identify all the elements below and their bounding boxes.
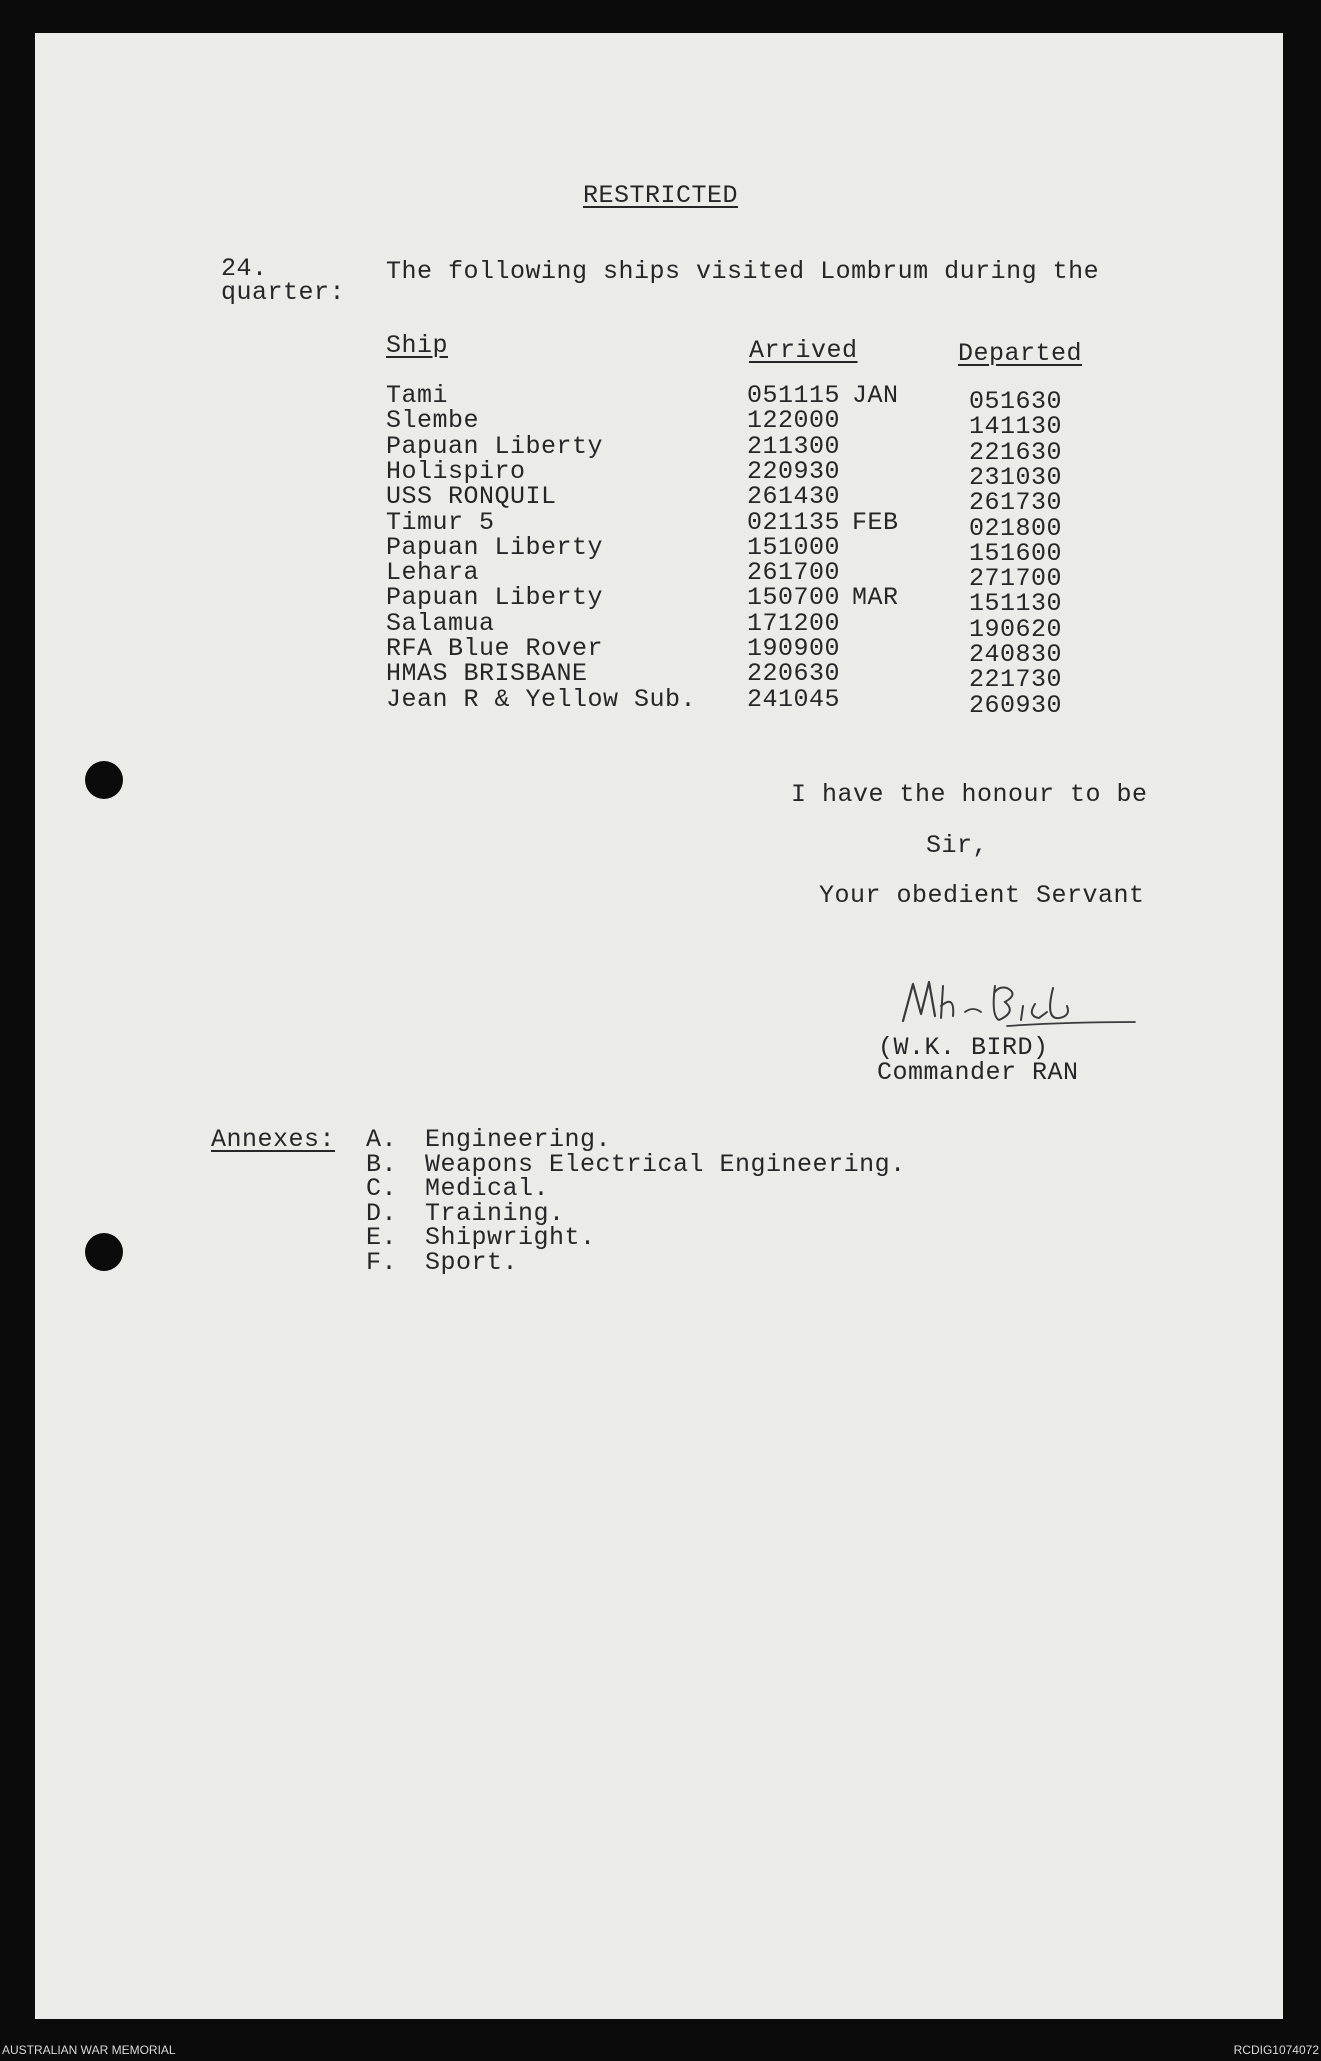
- annex-item: [0, 1198, 1321, 1228]
- paragraph-text-continued: quarter:: [221, 278, 346, 307]
- annexes-label: Annexes:: [211, 1125, 336, 1154]
- table-row: [0, 381, 1321, 416]
- arrived-time: 122000: [747, 406, 841, 436]
- paragraph-number: 24.: [221, 254, 268, 283]
- ship-name: HMAS BRISBANE: [386, 659, 588, 689]
- month-marker: FEB: [852, 507, 899, 537]
- annex-letter: F.: [366, 1248, 398, 1277]
- ship-name: Papuan Liberty: [386, 583, 604, 613]
- ship-name: Slembe: [386, 406, 480, 436]
- ship-name: Tami: [386, 381, 449, 410]
- punch-hole: [85, 761, 123, 799]
- departed-time: 021800: [969, 513, 1063, 543]
- arrived-time: 150700: [747, 583, 841, 613]
- month-marker: JAN: [852, 381, 899, 410]
- arrived-time: 190900: [747, 634, 841, 663]
- arrived-time: 051115: [747, 381, 841, 410]
- annex-title: Training.: [425, 1198, 565, 1228]
- paragraph-text: The following ships visited Lombrum during the: [386, 257, 1100, 286]
- table-row: [0, 684, 1321, 720]
- table-row: [0, 659, 1321, 695]
- signatory-rank: Commander RAN: [877, 1058, 1079, 1087]
- ship-name: Papuan Liberty: [386, 532, 604, 562]
- annex-item: [0, 1174, 1321, 1204]
- table-row: [0, 431, 1321, 467]
- arrived-time: 220630: [747, 659, 841, 689]
- annex-letter: E.: [366, 1223, 398, 1253]
- column-header-ship: Ship: [386, 331, 449, 360]
- footer-source: AUSTRALIAN WAR MEMORIAL: [2, 2043, 176, 2057]
- annex-letter: D.: [366, 1198, 398, 1228]
- table-row: [0, 507, 1321, 543]
- handwritten-signature: [895, 976, 1145, 1036]
- month-marker: MAR: [852, 583, 899, 613]
- table-row: [0, 482, 1321, 518]
- signatory-name: (W.K. BIRD): [878, 1033, 1049, 1062]
- arrived-time: 171200: [747, 608, 841, 638]
- annex-letter: C.: [366, 1174, 398, 1204]
- table-row: [0, 634, 1321, 669]
- closing-valediction: Your obedient Servant: [819, 881, 1145, 910]
- departed-time: 231030: [969, 462, 1063, 492]
- salutation: Sir,: [926, 831, 989, 860]
- ship-name: Holispiro: [386, 456, 526, 486]
- table-row: [0, 608, 1321, 644]
- annex-letter: B.: [366, 1149, 398, 1179]
- annex-title: Shipwright.: [425, 1223, 596, 1253]
- footer-reference: RCDIG1074072: [1233, 2043, 1319, 2057]
- table-row: [0, 532, 1321, 568]
- annex-item: [0, 1127, 1321, 1152]
- ship-name: Lehara: [386, 558, 480, 588]
- departed-time: 261730: [969, 488, 1063, 518]
- arrived-time: 261430: [747, 482, 841, 512]
- ship-name: Timur 5: [386, 507, 495, 537]
- annex-title: Engineering.: [425, 1125, 612, 1154]
- column-header-arrived: Arrived: [749, 336, 858, 365]
- departed-time: 240830: [969, 640, 1063, 669]
- arrived-time: 241045: [747, 684, 841, 714]
- departed-time: 141130: [969, 412, 1063, 442]
- departed-time: 190620: [969, 614, 1063, 644]
- annex-item: [0, 1223, 1321, 1253]
- departed-time: 151600: [969, 538, 1063, 568]
- column-header-departed: Departed: [958, 339, 1083, 368]
- arrived-time: 021135: [747, 507, 841, 537]
- ship-name: Salamua: [386, 608, 495, 638]
- annex-title: Medical.: [425, 1174, 550, 1204]
- ship-name: RFA Blue Rover: [386, 634, 604, 663]
- arrived-time: 261700: [747, 558, 841, 588]
- departed-time: 271700: [969, 564, 1063, 594]
- table-row: [0, 558, 1321, 594]
- table-row: [0, 406, 1321, 442]
- departed-time: 221730: [969, 665, 1063, 695]
- arrived-time: 220930: [747, 456, 841, 486]
- classification-heading: RESTRICTED: [583, 181, 739, 210]
- ship-name: Jean R & Yellow Sub.: [386, 684, 697, 714]
- departed-time: 260930: [969, 690, 1063, 720]
- annex-letter: A.: [366, 1125, 398, 1154]
- annex-item: [0, 1250, 1321, 1275]
- ship-name: Papuan Liberty: [386, 431, 604, 461]
- table-row: [0, 583, 1321, 619]
- annex-title: Weapons Electrical Engineering.: [425, 1149, 906, 1179]
- annex-item: [0, 1149, 1321, 1179]
- departed-time: 151130: [969, 589, 1063, 619]
- arrived-time: 151000: [747, 532, 841, 562]
- departed-time: 051630: [969, 387, 1063, 416]
- table-row: [0, 456, 1321, 492]
- annex-title: Sport.: [425, 1248, 519, 1277]
- departed-time: 221630: [969, 437, 1063, 467]
- arrived-time: 211300: [747, 431, 841, 461]
- ship-name: USS RONQUIL: [386, 482, 557, 512]
- closing-line: I have the honour to be: [791, 780, 1148, 809]
